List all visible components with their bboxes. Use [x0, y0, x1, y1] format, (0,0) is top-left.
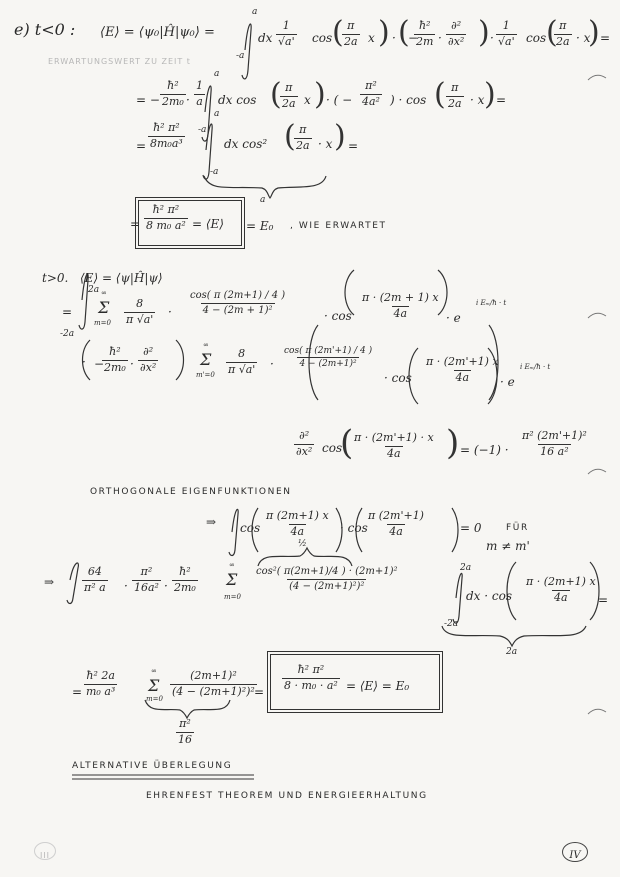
- coeff-frac: $\frac{8}{\pi √a'}$: [126, 297, 154, 326]
- sum-upper: ∞: [101, 289, 107, 297]
- pi-sq-frac: $\frac{\text{π²}}{\text{16a²}}$: [134, 565, 159, 594]
- overbrace-label: ½: [298, 539, 307, 549]
- cos-label: cos: [312, 31, 333, 45]
- sum-value-frac: $\frac{\text{π²}}{16}$: [178, 717, 192, 746]
- alternative-line: EHRENFEST THEOREM UND ENERGIEERHALTUNG: [146, 791, 428, 801]
- sum-upper: ∞: [151, 667, 157, 675]
- equals: =: [348, 139, 359, 153]
- int-lower: -2a: [444, 619, 459, 629]
- boxed-frac: $\frac{\text{ħ² π²}}{\text{8 · m₀ · a²}}$: [284, 663, 338, 692]
- brace-label: a: [260, 195, 266, 205]
- cos-arg-frac: $\frac{\pi}{2a}$: [448, 81, 462, 110]
- sum-symbol: Σ: [200, 350, 212, 369]
- alternative-heading: ALTERNATIVE ÜBERLEGUNG: [72, 761, 233, 771]
- deriv-rhs-frac: $\frac{\text{π² (2m'+1)²}}{\text{16 a²}}$: [522, 429, 587, 458]
- condition-fuer: FÜR: [506, 523, 529, 533]
- right-paren: ): [478, 15, 490, 50]
- int-upper: a: [214, 109, 220, 119]
- hbar-frac: $\frac{\text{ħ²}}{\text{2m₀}}$: [162, 79, 184, 108]
- int-lower: -a: [236, 51, 245, 61]
- exp-superscript: i Eₘ/ħ · t: [520, 363, 551, 371]
- remark: , WIE ERWARTET: [290, 221, 387, 231]
- integral-sign: [67, 563, 78, 603]
- notebook-page: e) t<0 : ⟨E⟩ = ⟨ψ₀|Ĥ|ψ₀⟩ = ERWARTUNGSWERT ZU ZEIT t a -a dx $\frac{1}{√a'}$ cos ( $\frac{\pi}{2a}$ x ) · ( − $\frac{\text{ħ²}}{2m}$ · ∂² ∂x² ) · $\frac{1}{√a'}$ cos ( $\frac{\pi}{2a}$ · x ) = = − $\frac{\text{ħ²}}{\text{2m₀}}$ · $\frac{1}{a}$ a -a dx cos ( $\frac{\pi}{2a}$ x ) · ( − $\frac{\text{π²}}{\text{4a²}}$ ) · cos ( $\frac{\pi}{2a}$ · x ) = = $\frac{\text{ħ² π²}}{\text{8m₀a³}}$ a dx cos² ( $\frac{\pi}{2a}$ · x ) = -a a = $\frac{\text{ħ² π²}}{\text{8 m₀ a²}}$ = ⟨E⟩ = E₀ , WIE ERWARTET t>0. ⟨E⟩ = ⟨ψ|Ĥ|ψ⟩ 2a -2a = Σ ∞ m=0 $\frac{8}{\pi √a'}$ · $\frac{\cos( \pi (2m+1) / 4 )}{\text{4 − (2m + 1)²}}$ · cos $\frac{\pi \cdot (2m + 1) x}{4a}$ · e i Eₘ/ħ · t · − $\frac{\text{ħ²}}{\text{2m₀}}$ · ∂² ∂x² Σ ∞ m'=0 $\frac{8}{\pi √a'}$ · $\frac{\cos( \pi (2m'+1) / 4 )}{\text{4 − (2m+1)²}}$ · cos $\frac{\pi \cdot (2m'+1) x}{4a}$ · e i Eₘ/ħ · t ∂² ∂x² cos ( $\frac{\pi \cdot (2m'+1) \cdot x}{4a}$ ) = (−1) · $\frac{\text{π² (2m'+1)²}}{\text{16 a²}}$ ORTHOGONALE EIGENFUNKTIONEN ⇒ cos $\frac{\pi (2m+1) x}{4a}$ · cos $\frac{\pi (2m'+1)}{4a}$ = 0 FÜR m ≠ m' ⇒ $\frac{64}{\text{π² a}}$ · $\frac{\text{π²}}{\text{16a²}}$ · $\frac{\text{ħ²}}{\text{2m₀}}$ Σ ∞ m=0 $\frac{\text{cos²( π(2m+1)/4 ) · (2m+1)²}}{\text{(4 − (2m+1)²)²}}$ ½ 2a -2a dx · cos $\frac{\pi \cdot (2m+1) x}{4a}$ = 2a = $\frac{\text{ħ² 2a}}{\text{m₀ a³}}$ Σ ∞ m=0 $\frac{\text{(2m+1)²}}{\text{(4 − (2m+1)²)²}}$ = $\frac{\text{π²}}{16}$ $\frac{\text{ħ² π²}}{\text{8 · m₀ · a²}}$ = ⟨E⟩ = E₀ ALTERNATIVE ÜBERLEGUNG EHRENFEST THEOREM UND ENERGIEERHALTUNG IV III: [0, 0, 620, 877]
- expectation-lhs-pos: ⟨E⟩ = ⟨ψ|Ĥ|ψ⟩: [80, 271, 163, 285]
- integral-sign: [453, 573, 462, 623]
- underbrace: [442, 626, 586, 646]
- left-paren: (: [546, 15, 558, 50]
- integral-body: dx cos²: [224, 137, 268, 151]
- faint-note: ERWARTUNGSWERT ZU ZEIT t: [48, 57, 191, 66]
- int-lower: -a: [210, 167, 219, 177]
- operator-frac: $\frac{\text{ħ²}}{\text{2m₀}}$: [104, 345, 126, 374]
- condition-m: m ≠ m': [486, 539, 530, 553]
- cos-arg-frac: $\frac{\pi}{2a}$: [296, 123, 310, 152]
- energy-e0: = E₀: [246, 219, 274, 233]
- cos-arg-frac: $\frac{\pi \cdot (2m'+1) x}{4a}$: [426, 355, 499, 384]
- cos-arg-frac: $\frac{\pi (2m+1) x}{4a}$: [266, 509, 329, 538]
- cos-arg-tail: · x: [470, 93, 485, 107]
- right-paren: [176, 340, 184, 380]
- expectation-lhs: ⟨E⟩ = ⟨ψ₀|Ĥ|ψ₀⟩ =: [100, 25, 215, 40]
- one-over-a: $\frac{1}{a}$: [196, 79, 203, 108]
- case-label-pos: t>0.: [42, 271, 69, 285]
- cos-label: cos: [526, 31, 547, 45]
- operator-frac: $\frac{\text{ħ²}}{2m}$: [416, 19, 434, 48]
- equals: =: [136, 139, 147, 153]
- right-paren: [452, 508, 458, 552]
- corner-mark: [588, 313, 606, 318]
- prefactor-frac: $\frac{\text{ħ² 2a}}{\text{m₀ a³}}$: [86, 669, 116, 698]
- left-paren: (: [332, 15, 344, 50]
- int-lower: -a: [198, 125, 207, 135]
- prefactor-frac: $\frac{64}{\text{π² a}}$: [84, 565, 106, 594]
- norm-frac-2: $\frac{1}{√a'}$: [498, 19, 515, 48]
- minus-one: = (−1) ·: [460, 443, 509, 457]
- int-upper: a: [214, 69, 220, 79]
- page-number-circle: [562, 842, 588, 862]
- corner-mark: [588, 469, 606, 474]
- int-upper: a: [252, 7, 258, 17]
- minus-prefix: = −: [136, 93, 160, 107]
- boxed-rhs: = ⟨E⟩: [192, 217, 224, 231]
- corner-mark: [588, 75, 606, 80]
- right-paren: ): [378, 15, 390, 50]
- faint-page-mark: [34, 842, 56, 860]
- overbrace: [258, 548, 352, 566]
- cos-coeff-frac: $\frac{\cos( \pi (2m'+1) / 4 )}{\text{4 − (2m+1)²}}$: [284, 346, 373, 370]
- coeff-frac: $\frac{8}{\pi √a'}$: [228, 347, 256, 376]
- cos-label: · cos: [384, 371, 412, 385]
- right-paren: ): [588, 15, 600, 50]
- left-paren: (: [398, 15, 410, 50]
- cos-arg-frac: $\frac{\pi \cdot (2m'+1) \cdot x}{4a}$: [354, 431, 434, 460]
- cos-arg-tail: · x: [318, 137, 333, 151]
- equals: =: [600, 31, 611, 45]
- sum-term-frac: $\frac{\text{cos²( π(2m+1)/4 ) · (2m+1)²}}{\text{(4 − (2m+1)²)²}}$: [256, 566, 398, 592]
- integral-body: dx · cos: [466, 589, 512, 603]
- case-label-neg: e) t<0 :: [14, 20, 76, 39]
- cos-arg-frac: $\frac{\pi (2m'+1)}{4a}$: [368, 509, 424, 538]
- sum-lower: m'=0: [196, 371, 215, 379]
- integral-body: dx cos: [218, 93, 257, 107]
- cos-arg-tail: x: [304, 93, 311, 107]
- implies-arrow: ⇒: [206, 515, 217, 529]
- equals: =: [130, 217, 141, 231]
- exp-e: · e: [500, 375, 515, 389]
- integrand-dx: dx: [258, 31, 273, 45]
- norm-frac: $\frac{1}{√a'}$: [278, 19, 295, 48]
- faint-page-mark-text: III: [39, 851, 51, 860]
- int-upper: 2a: [460, 563, 472, 573]
- sum-lower: m=0: [224, 593, 241, 601]
- mid-factor: · ( −: [326, 93, 353, 107]
- int-lower: -2a: [60, 329, 75, 339]
- cos-arg-frac: $\frac{\pi \cdot (2m+1) x}{4a}$: [526, 575, 596, 604]
- cos-label: · cos: [324, 309, 352, 323]
- second-derivative-frac: ∂² ∂x²: [296, 429, 313, 458]
- cos-arg-frac: $\frac{\pi}{2a}$: [556, 19, 570, 48]
- cos-arg-tail: · x: [576, 31, 591, 45]
- cos-arg-frac: $\frac{\pi \cdot (2m + 1) x}{4a}$: [362, 291, 439, 320]
- exp-superscript: i Eₘ/ħ · t: [476, 299, 507, 307]
- sum-term-frac: $\frac{\text{(2m+1)²}}{\text{(4 − (2m+1)²)²}}$: [172, 669, 255, 698]
- cos-arg-tail: x: [368, 31, 375, 45]
- sum-lower: m=0: [146, 695, 163, 703]
- cos-arg-frac: $\frac{\pi}{2a}$: [282, 81, 296, 110]
- boxed-rhs: = ⟨E⟩ = E₀: [346, 679, 410, 693]
- pi-sq-frac: $\frac{\text{π²}}{\text{4a²}}$: [362, 79, 380, 108]
- sum-upper: ∞: [229, 561, 235, 569]
- equals: =: [598, 593, 609, 607]
- sum-upper: ∞: [203, 341, 209, 349]
- equals: =: [72, 685, 83, 699]
- corner-mark: [588, 709, 606, 714]
- prefactor-frac: $\frac{\text{ħ² π²}}{\text{8m₀a³}}$: [150, 121, 183, 150]
- sum-lower: m=0: [94, 319, 111, 327]
- sum-symbol: Σ: [226, 570, 238, 589]
- second-derivative-frac: ∂² ∂x²: [448, 19, 465, 48]
- exp-e: · e: [446, 311, 461, 325]
- cos-label: cos: [240, 521, 261, 535]
- hbar-frac: $\frac{\text{ħ²}}{\text{2m₀}}$: [174, 565, 196, 594]
- cos-coeff-frac: $\frac{\cos( \pi (2m+1) / 4 )}{\text{4 − (2m + 1)²}}$: [190, 290, 286, 316]
- cos-arg-frac: $\frac{\pi}{2a}$: [344, 19, 358, 48]
- integral-sign: [229, 509, 238, 555]
- implies-arrow: ⇒: [44, 575, 55, 589]
- sum-symbol: Σ: [98, 298, 110, 317]
- equals-zero: = 0: [460, 521, 482, 535]
- second-derivative-frac: ∂² ∂x²: [140, 345, 157, 374]
- boxed-frac: $\frac{\text{ħ² π²}}{\text{8 m₀ a²}}$: [146, 203, 186, 232]
- page-number: IV: [569, 850, 581, 861]
- sum-symbol: Σ: [148, 676, 160, 695]
- cos-label: cos: [322, 441, 343, 455]
- underbrace: [204, 176, 326, 198]
- brace-label: 2a: [506, 647, 518, 657]
- ortho-title: ORTHOGONALE EIGENFUNKTIONEN: [90, 487, 292, 497]
- equals: =: [496, 93, 507, 107]
- equals: =: [254, 685, 265, 699]
- cos-label: · cos: [340, 521, 368, 535]
- int-upper: 2a: [88, 285, 100, 295]
- after-factor: ) · cos: [390, 93, 427, 107]
